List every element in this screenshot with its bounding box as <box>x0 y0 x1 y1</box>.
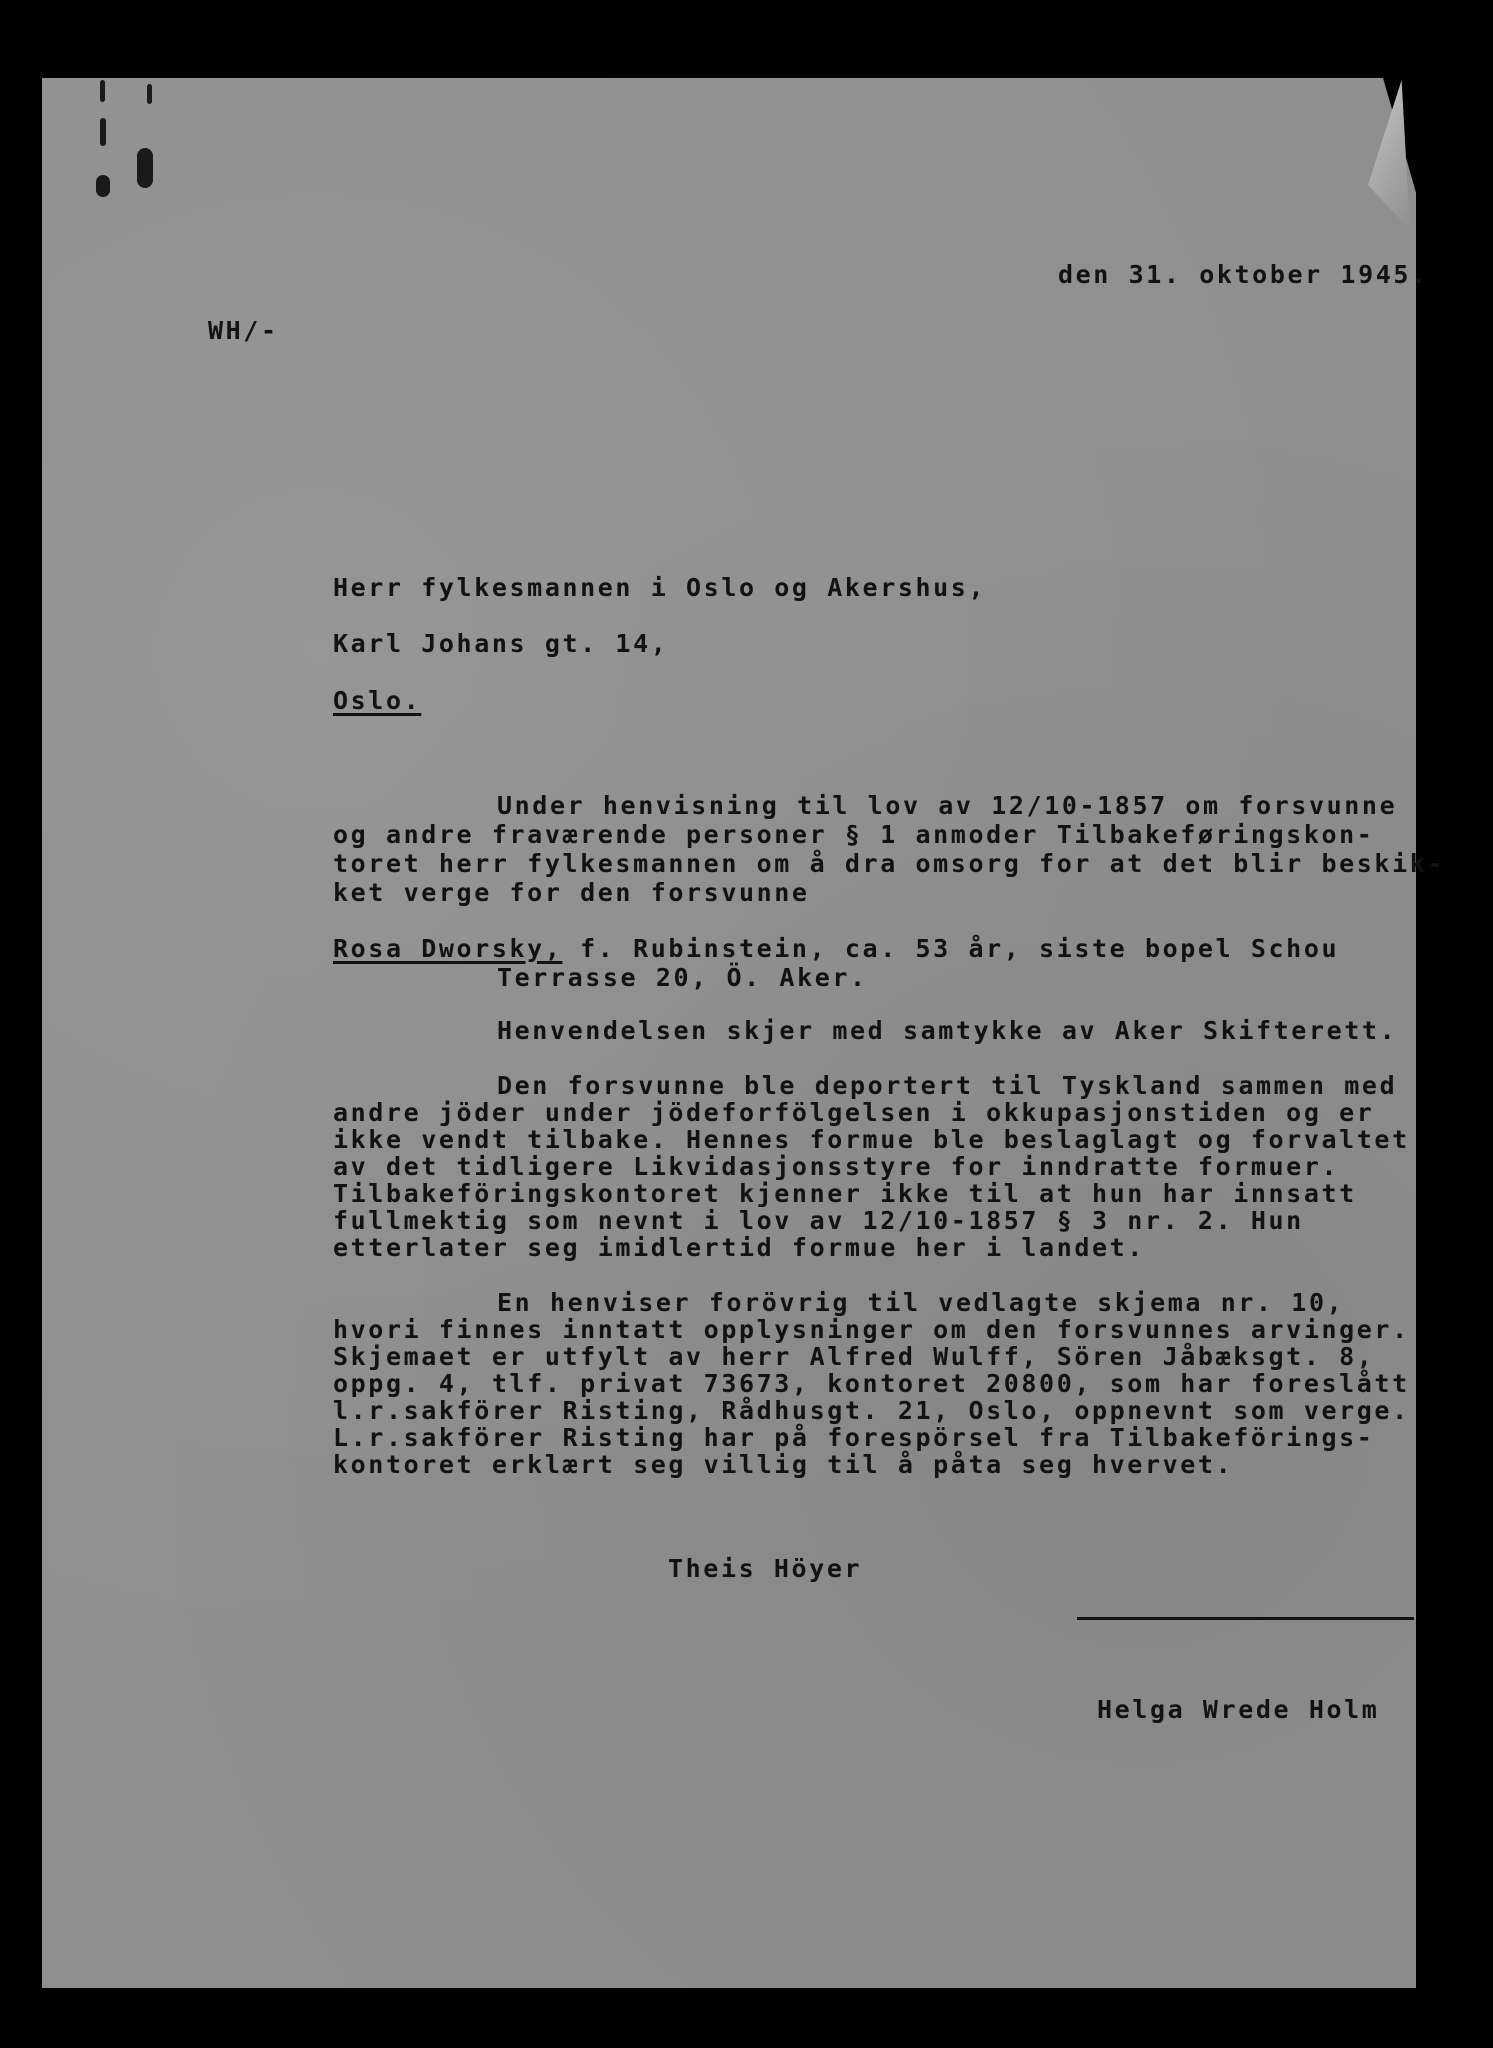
signature-name-1: Theis Höyer <box>668 1554 863 1583</box>
punch-mark <box>137 148 153 188</box>
person-name: Rosa Dworsky, <box>333 934 563 963</box>
para4-line: l.r.sakförer Risting, Rådhusgt. 21, Oslo, oppnevnt som verge. <box>333 1396 1410 1425</box>
person-line-2: Terrasse 20, Ö. Aker. <box>497 963 868 992</box>
para1-line: Under henvisning til lov av 12/10-1857 om forsvunne <box>497 791 1398 820</box>
punch-mark <box>100 80 105 102</box>
para4-line: En henviser forövrig til vedlagte skjema nr. 10, <box>497 1288 1345 1317</box>
para4-line: L.r.sakförer Risting har på forespörsel fra Tilbakeförings- <box>333 1423 1375 1452</box>
punch-mark <box>100 118 106 146</box>
person-details: f. Rubinstein, ca. 53 år, siste bopel Schou <box>562 934 1340 963</box>
para3-line: etterlater seg imidlertid formue her i landet. <box>333 1233 1145 1262</box>
para4-line: hvori finnes inntatt opplysninger om den forsvunnes arvinger. <box>333 1315 1410 1344</box>
para3-line: fullmektig som nevnt i lov av 12/10-1857 § 3 nr. 2. Hun <box>333 1206 1304 1235</box>
para3-line: ikke vendt tilbake. Hennes formue ble beslaglagt og forvaltet <box>333 1125 1410 1154</box>
reference-code: WH/- <box>208 316 279 345</box>
person-line-1 <box>333 936 1339 961</box>
signature-line <box>1077 1617 1414 1620</box>
para3-line: av det tidligere Likvidasjonsstyre for inndratte formuer. <box>333 1152 1340 1181</box>
para1-line: toret herr fylkesmannen om å dra omsorg for at det blir beskik- <box>333 849 1446 878</box>
letter-date: den 31. oktober 1945. <box>1058 260 1429 289</box>
para3-line: Tilbakeföringskontoret kjenner ikke til at hun har innsatt <box>333 1179 1357 1208</box>
para1-line: og andre fraværende personer § 1 anmoder Tilbakeføringskon- <box>333 820 1375 849</box>
recipient-line-1: Herr fylkesmannen i Oslo og Akershus, <box>333 573 987 602</box>
para1-line: ket verge for den forsvunne <box>333 878 810 907</box>
para3-line: andre jöder under jödeforfölgelsen i okkupasjonstiden og er <box>333 1098 1375 1127</box>
recipient-line-2: Karl Johans gt. 14, <box>333 629 669 658</box>
para2-line: Henvendelsen skjer med samtykke av Aker Skifterett. <box>497 1016 1398 1045</box>
para4-line: oppg. 4, tlf. privat 73673, kontoret 20800, som har foreslått <box>333 1369 1410 1398</box>
para4-line: kontoret erklært seg villig til å påta seg hvervet. <box>333 1450 1234 1479</box>
para3-line: Den forsvunne ble deportert til Tyskland sammen med <box>497 1071 1398 1100</box>
signature-name-2: Helga Wrede Holm <box>1097 1695 1380 1724</box>
recipient-line-3: Oslo. <box>333 686 422 715</box>
punch-mark <box>96 175 110 197</box>
punch-mark <box>147 84 152 104</box>
para4-line: Skjemaet er utfylt av herr Alfred Wulff, Sören Jåbæksgt. 8, <box>333 1342 1375 1371</box>
